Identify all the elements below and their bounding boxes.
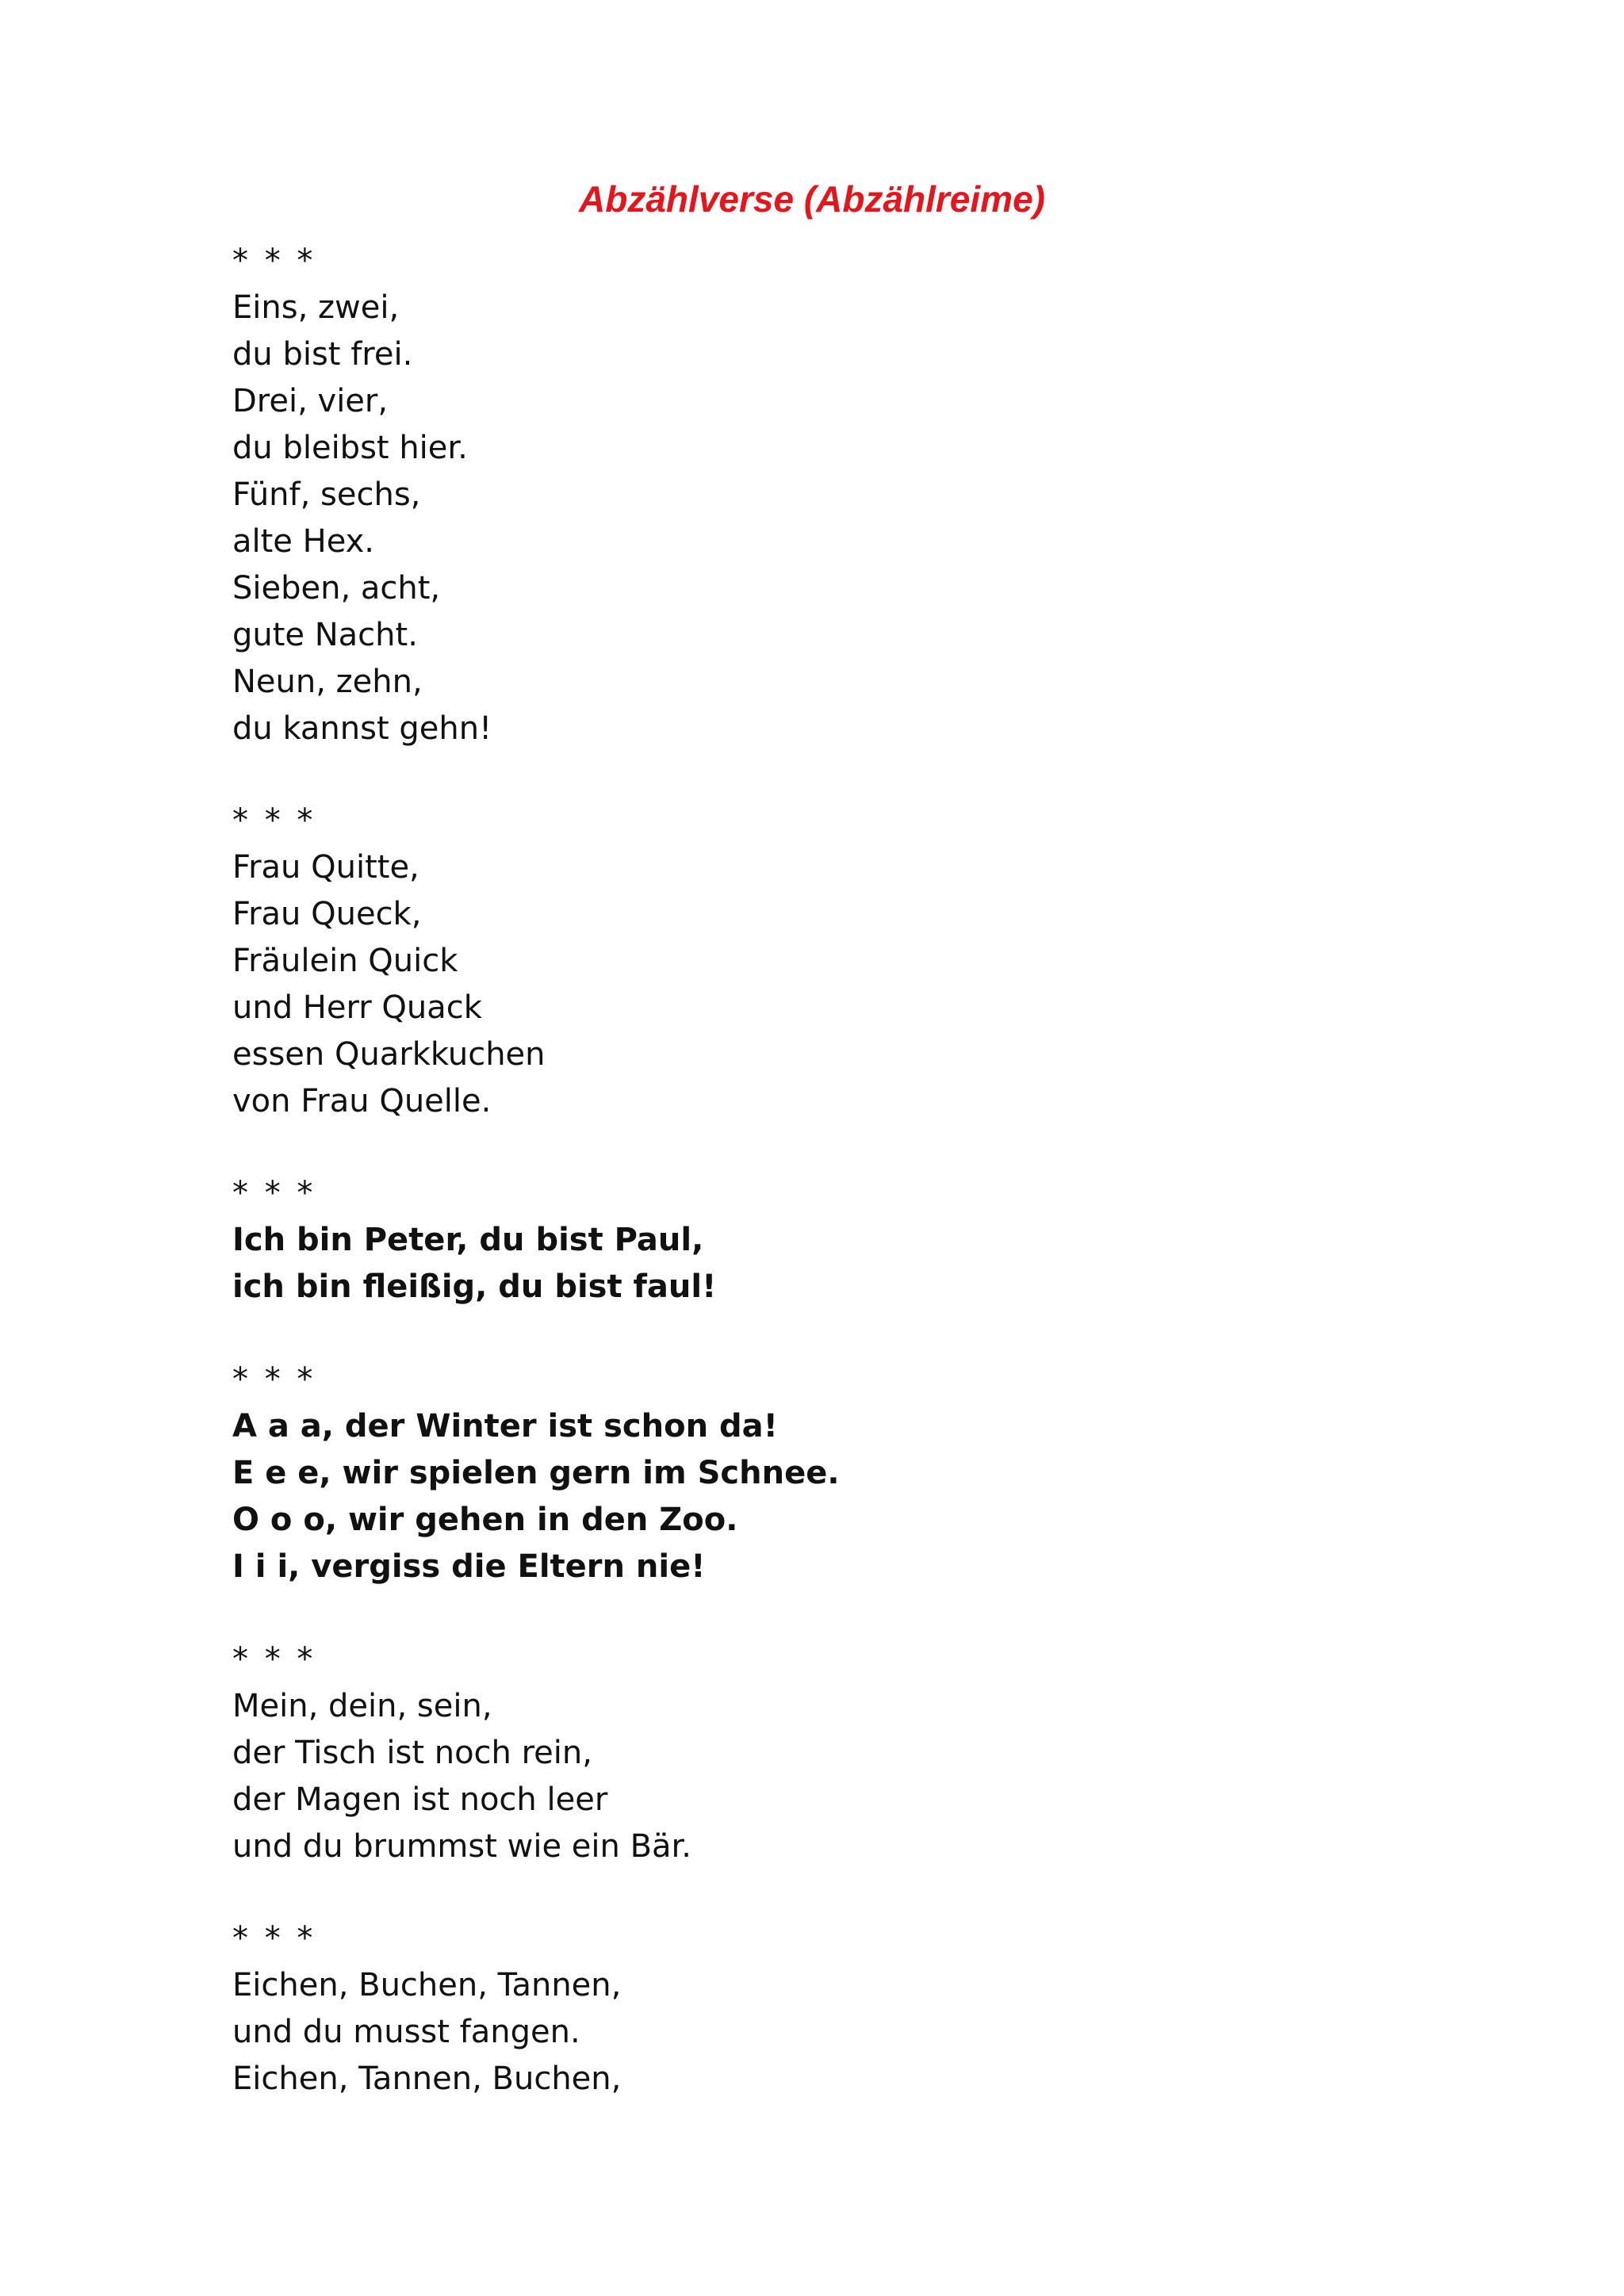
stanza-separator: * * * xyxy=(232,1361,316,1398)
stanza-1 xyxy=(232,238,492,752)
verse-line: Neun, zehn, xyxy=(232,664,423,700)
verse-line: A a a, der Winter ist schon da! xyxy=(232,1408,778,1445)
stanza-separator: * * * xyxy=(232,1175,316,1211)
verse-line: O o o, wir gehen in den Zoo. xyxy=(232,1502,738,1538)
verse-line: und Herr Quack xyxy=(232,989,482,1026)
verse-line: Ich bin Peter, du bist Paul, xyxy=(232,1222,704,1258)
stanza-3 xyxy=(232,1170,716,1311)
stanza-5 xyxy=(232,1636,691,1870)
verse-line: der Tisch ist noch rein, xyxy=(232,1735,592,1771)
verse-line: ich bin fleißig, du bist faul! xyxy=(232,1269,717,1305)
verse-line: Frau Queck, xyxy=(232,896,422,932)
verse-line: der Magen ist noch leer xyxy=(232,1781,608,1818)
verse-line: Sieben, acht, xyxy=(232,570,441,607)
stanza-separator: * * * xyxy=(232,802,316,839)
verse-line: essen Quarkkuchen xyxy=(232,1036,546,1073)
verse-line: von Frau Quelle. xyxy=(232,1083,492,1119)
verse-line: Eichen, Tannen, Buchen, xyxy=(232,2061,622,2097)
stanza-separator: * * * xyxy=(232,1641,316,1678)
verse-line: Drei, vier, xyxy=(232,383,389,419)
stanza-4 xyxy=(232,1357,840,1590)
verse-line: und du brummst wie ein Bär. xyxy=(232,1828,692,1865)
stanza-6 xyxy=(232,1915,621,2103)
stanza-2 xyxy=(232,798,546,1125)
verse-line: und du musst fangen. xyxy=(232,2014,580,2050)
verse-line: gute Nacht. xyxy=(232,617,418,653)
verse-line: Eins, zwei, xyxy=(232,289,400,326)
verse-line: E e e, wir spielen gern im Schnee. xyxy=(232,1455,840,1491)
verse-line: alte Hex. xyxy=(232,523,375,560)
verse-line: du bist frei. xyxy=(232,336,413,373)
verse-line: I i i, vergiss die Eltern nie! xyxy=(232,1548,706,1585)
stanza-separator: * * * xyxy=(232,1920,316,1957)
verse-line: du bleibst hier. xyxy=(232,430,468,466)
verse-line: Frau Quitte, xyxy=(232,849,419,886)
stanza-separator: * * * xyxy=(232,243,316,279)
verse-line: Mein, dein, sein, xyxy=(232,1688,492,1724)
verse-line: Fünf, sechs, xyxy=(232,476,421,513)
page-title: Abzählverse (Abzählreime) xyxy=(579,178,1045,220)
verse-line: Eichen, Buchen, Tannen, xyxy=(232,1967,622,2003)
verse-line: Fräulein Quick xyxy=(232,943,458,979)
verse-line: du kannst gehn! xyxy=(232,710,492,747)
